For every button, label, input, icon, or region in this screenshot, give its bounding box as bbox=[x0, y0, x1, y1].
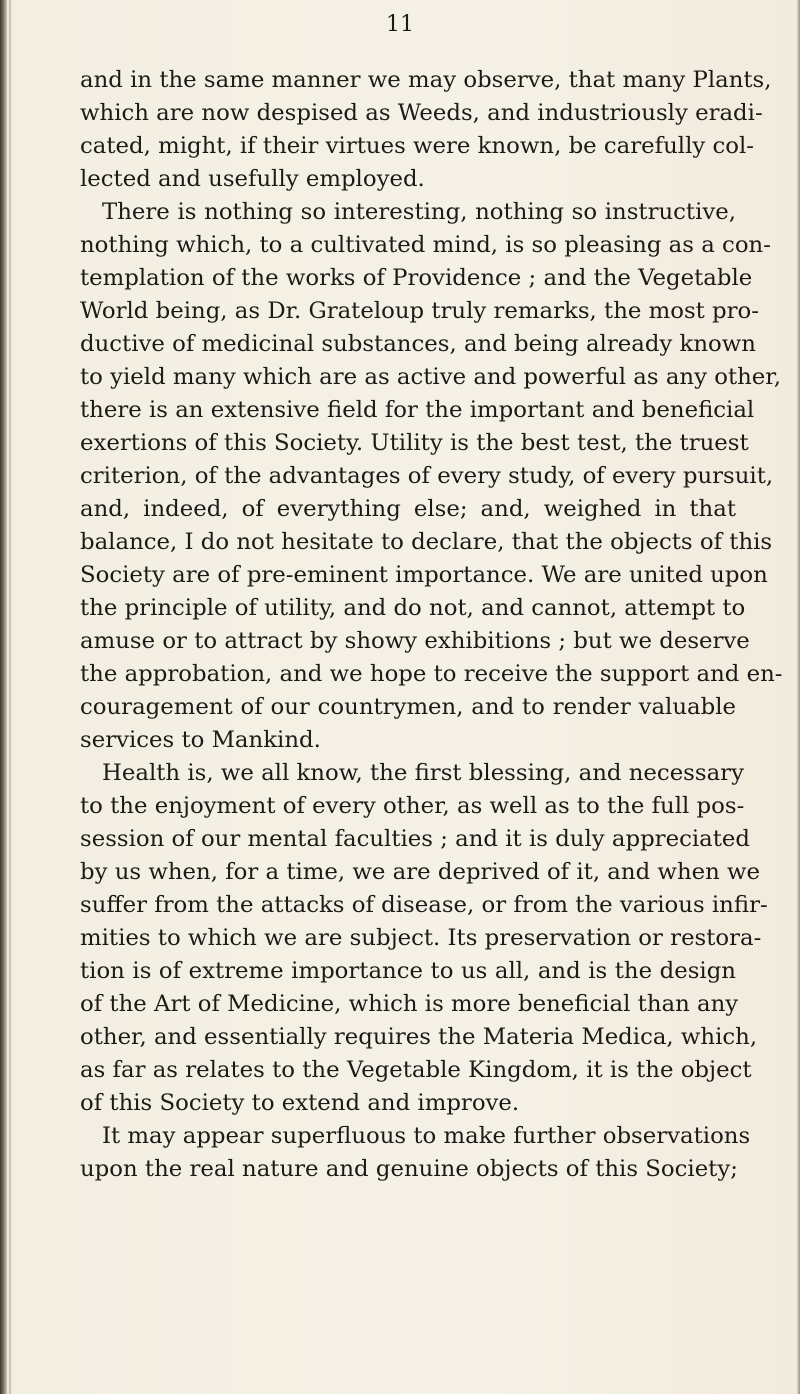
text-line: and in the same manner we may observe, that many Plants, bbox=[80, 67, 772, 93]
text-line: by us when, for a time, we are deprived of it, and when we bbox=[80, 859, 761, 885]
text-line: of the Art of Medicine, which is more beneficial than any bbox=[80, 991, 739, 1017]
page-binding-edge bbox=[0, 0, 7, 1394]
text-line: services to Mankind. bbox=[80, 727, 321, 753]
text-line: nothing which, to a cultivated mind, is so pleasing as a con- bbox=[80, 232, 771, 258]
text-line: mities to which we are subject. Its preservation or restora- bbox=[80, 925, 762, 951]
text-line: There is nothing so interesting, nothing so instructive, bbox=[102, 199, 736, 225]
text-line: which are now despised as Weeds, and industriously eradi- bbox=[80, 100, 763, 126]
text-line: balance, I do not hesitate to declare, that the objects of this bbox=[80, 529, 773, 555]
text-line: exertions of this Society. Utility is the best test, the truest bbox=[80, 430, 749, 456]
text-line: to the enjoyment of every other, as well as to the full pos- bbox=[80, 793, 745, 819]
text-line: session of our mental faculties ; and it is duly appreciated bbox=[80, 826, 750, 852]
body-text bbox=[80, 64, 783, 1186]
text-line: Society are of pre-eminent importance. We are united upon bbox=[80, 562, 768, 588]
text-line: templation of the works of Providence ; and the Vegetable bbox=[80, 265, 753, 291]
text-line: couragement of our countrymen, and to render valuable bbox=[80, 694, 736, 720]
text-line: as far as relates to the Vegetable Kingdom, it is the object bbox=[80, 1057, 752, 1083]
text-line: World being, as Dr. Grateloup truly remarks, the most pro- bbox=[80, 298, 759, 324]
text-line: lected and usefully employed. bbox=[80, 166, 425, 192]
text-line: Health is, we all know, the first blessing, and necessary bbox=[102, 760, 744, 786]
text-line: ductive of medicinal substances, and being already known bbox=[80, 331, 756, 357]
text-line: criterion, of the advantages of every study, of every pursuit, bbox=[80, 463, 774, 489]
text-line: the approbation, and we hope to receive the support and en- bbox=[80, 661, 783, 687]
text-line: there is an extensive field for the important and beneficial bbox=[80, 397, 755, 423]
text-line: and, indeed, of everything else; and, weighed in that bbox=[80, 496, 736, 522]
page-number: 11 bbox=[386, 12, 414, 37]
text-line: cated, might, if their virtues were known, be carefully col- bbox=[80, 133, 754, 159]
text-line: amuse or to attract by showy exhibitions ; but we deserve bbox=[80, 628, 750, 654]
text-line: of this Society to extend and improve. bbox=[80, 1090, 520, 1116]
text-line: to yield many which are as active and powerful as any other, bbox=[80, 364, 781, 390]
text-line: It may appear superfluous to make further observations bbox=[102, 1123, 751, 1149]
text-line: tion is of extreme importance to us all, and is the design bbox=[80, 958, 736, 984]
text-line: other, and essentially requires the Materia Medica, which, bbox=[80, 1024, 758, 1050]
text-line: suffer from the attacks of disease, or from the various infir- bbox=[80, 892, 768, 918]
text-line: upon the real nature and genuine objects of this Society; bbox=[80, 1156, 738, 1182]
text-line: the principle of utility, and do not, and cannot, attempt to bbox=[80, 595, 746, 621]
page-binding-shadow bbox=[9, 0, 11, 1394]
